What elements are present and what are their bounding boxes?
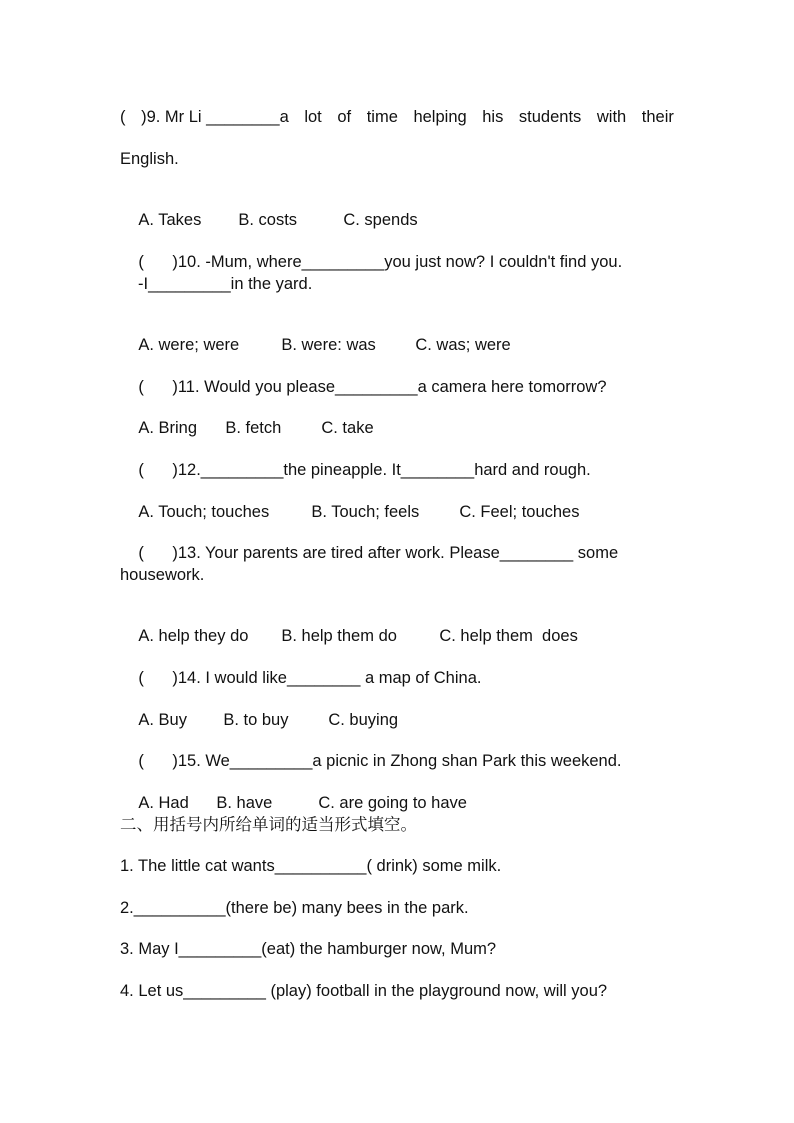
word: time — [366, 108, 398, 126]
word: )9. Mr Li ________a — [141, 108, 289, 126]
question-13-line2: housework. — [120, 566, 205, 584]
word: lot — [304, 108, 322, 126]
question-text: )15. We_________a picnic in Zhong shan Park this weekend. — [172, 752, 622, 770]
fill-item-4: 4. Let us_________ (play) football in the playground now, will you? — [120, 982, 608, 1000]
fill-item-1: 1. The little cat wants__________( drink) some milk. — [120, 857, 502, 875]
question-9-line1 — [120, 107, 674, 127]
option-a: A. Takes — [138, 211, 202, 229]
word: helping — [413, 108, 467, 126]
section-2-title: 二、用括号内所给单词的适当形式填空。 — [120, 816, 417, 834]
option-c: C. Feel; touches — [459, 503, 580, 521]
option-b: B. Touch; feels — [311, 503, 420, 521]
option-c: C. help them does — [439, 627, 578, 645]
question-text: )14. I would like________ a map of China. — [172, 669, 482, 687]
option-a: A. Touch; touches — [138, 503, 270, 521]
paren-open: ( — [120, 108, 126, 126]
answer-paren: ( — [138, 253, 144, 271]
option-c: C. buying — [328, 711, 399, 729]
question-text: )12._________the pineapple. It________hard and rough. — [172, 461, 591, 479]
option-a: A. Buy — [138, 711, 187, 729]
word: their — [641, 108, 674, 126]
option-b: B. help them do — [281, 627, 397, 645]
option-a: A. Had — [138, 794, 189, 812]
question-9-line2: English. — [120, 150, 179, 168]
option-a: A. Bring — [138, 419, 198, 437]
question-10-line2: -I_________in the yard. — [138, 275, 313, 293]
option-c: C. was; were — [415, 336, 511, 354]
fill-item-2: 2.__________(there be) many bees in the park. — [120, 899, 469, 917]
word: students — [518, 108, 582, 126]
answer-paren: ( — [138, 669, 144, 687]
option-b: B. have — [216, 794, 273, 812]
answer-paren: ( — [138, 752, 144, 770]
question-text: )11. Would you please_________a camera here tomorrow? — [172, 378, 607, 396]
word: of — [337, 108, 352, 126]
option-b: B. to buy — [223, 711, 289, 729]
option-c: C. are going to have — [318, 794, 467, 812]
word: his — [482, 108, 504, 126]
option-c: C. spends — [343, 211, 418, 229]
option-a: A. were; were — [138, 336, 240, 354]
question-text: )13. Your parents are tired after work. Please________ some — [172, 544, 619, 562]
option-a: A. help they do — [138, 627, 249, 645]
option-b: B. fetch — [225, 419, 282, 437]
answer-paren: ( — [138, 378, 144, 396]
option-b: B. were: was — [281, 336, 376, 354]
option-b: B. costs — [238, 211, 298, 229]
answer-paren: ( — [138, 544, 144, 562]
fill-item-3: 3. May I_________(eat) the hamburger now, Mum? — [120, 940, 497, 958]
option-c: C. take — [321, 419, 374, 437]
question-text: )10. -Mum, where_________you just now? I couldn't find you. — [172, 253, 623, 271]
answer-paren: ( — [138, 461, 144, 479]
word: with — [596, 108, 627, 126]
